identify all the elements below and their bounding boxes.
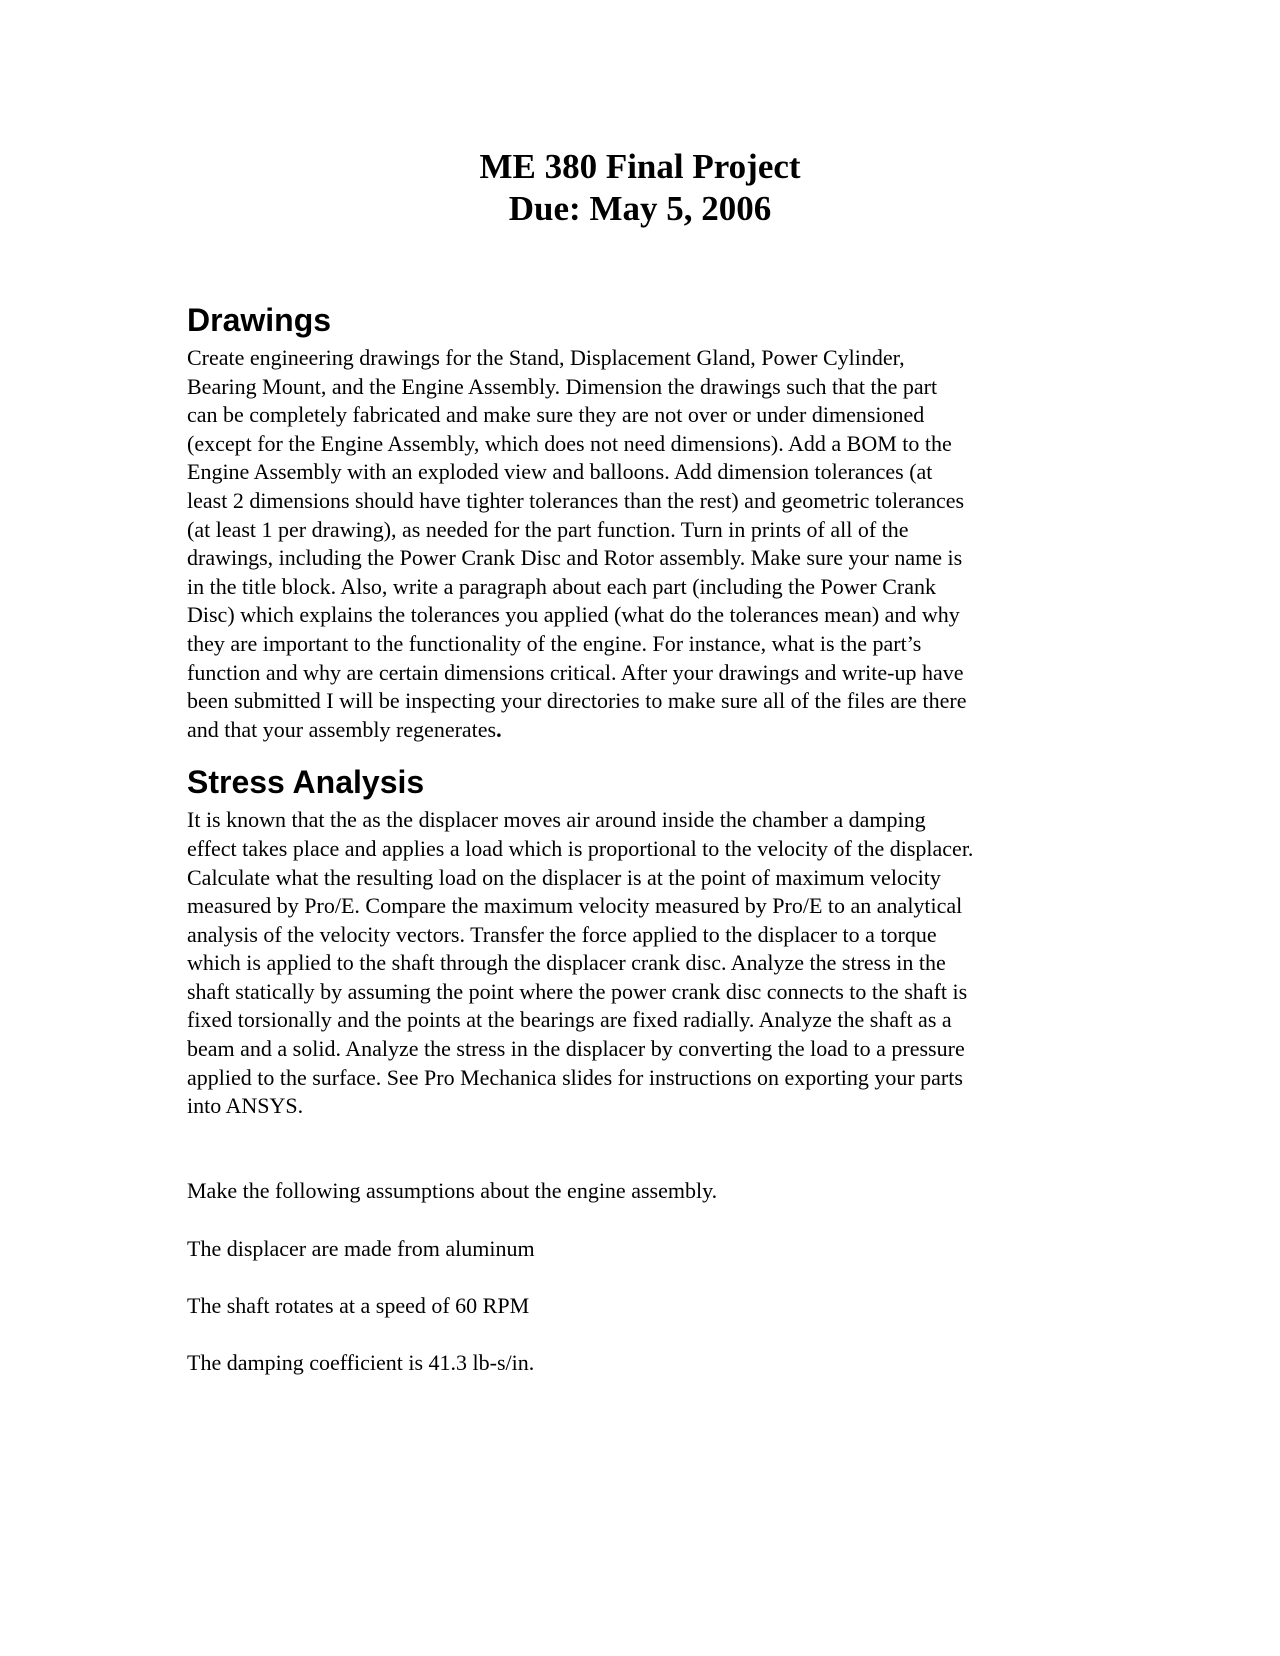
document-title: ME 380 Final Project xyxy=(479,147,801,186)
stress-analysis-paragraph: It is known that the as the displacer moves air around inside the chamber a damping effect takes place and applies a load which is proportional to the velocity of the displacer. Calculate what the resulting load on the displacer is at the point of maximum velocity measured by Pro/E. Compare the maximum velocity measured by Pro/E to an analytical analysis of the velocity vectors. Transfer the force applied to the displacer to a torque which is applied to the shaft through the displacer crank disc. Analyze the stress in the shaft statically by assuming the point where the power crank disc connects to the shaft is fixed torsionally and the points at the bearings are fixed radially. Analyze the shaft as a beam and a solid. Analyze the stress in the displacer by converting the load to a pressure applied to the surface. See Pro Mechanica slides for instructions on exporting your parts into ANSYS. xyxy=(187,807,974,1119)
assumptions-intro: Make the following assumptions about the engine assembly. xyxy=(187,1178,718,1204)
assumption-item: The damping coefficient is 41.3 lb-s/in. xyxy=(187,1350,535,1375)
title-block xyxy=(0,146,1280,230)
drawings-paragraph-end: . xyxy=(496,716,502,742)
section-heading-drawings: Drawings xyxy=(187,302,332,338)
assumptions-block xyxy=(187,1149,1107,1406)
document-body xyxy=(187,300,1107,1406)
assumption-item: The shaft rotates at a speed of 60 RPM xyxy=(187,1292,530,1318)
drawings-paragraph-text: Create engineering drawings for the Stand, Displacement Gland, Power Cylinder, Bearing Mount, and the Engine Assembly. Dimension the drawings such that the part can be completely fabricated and make sure they are not over or under dimensioned (except for the Engine Assembly, which does not need dimensions). Add a BOM to the Engine Assembly with an exploded view and balloons. Add dimension tolerances (at least 2 dimensions should have tighter tolerances than the rest) and geometric tolerances (at least 1 per drawing), as needed for the part function. Turn in prints of all of the drawings, including the Power Crank Disc and Rotor assembly. Make sure your name is in the title block. Also, write a paragraph about each part (including the Power Crank Disc) which explains the tolerances you applied (what do the tolerances mean) and why they are important to the functionality of the engine. For instance, what is the part’s function and why are certain dimensions critical. After your drawings and write-up have been submitted I will be inspecting your directories to make sure all of the files are there and that your assembly regenerates xyxy=(187,345,967,742)
drawings-paragraph xyxy=(187,344,1107,744)
assumption-item: The displacer are made from aluminum xyxy=(187,1235,535,1261)
section-heading-stress-analysis: Stress Analysis xyxy=(187,764,425,801)
due-date: Due: May 5, 2006 xyxy=(508,189,772,228)
